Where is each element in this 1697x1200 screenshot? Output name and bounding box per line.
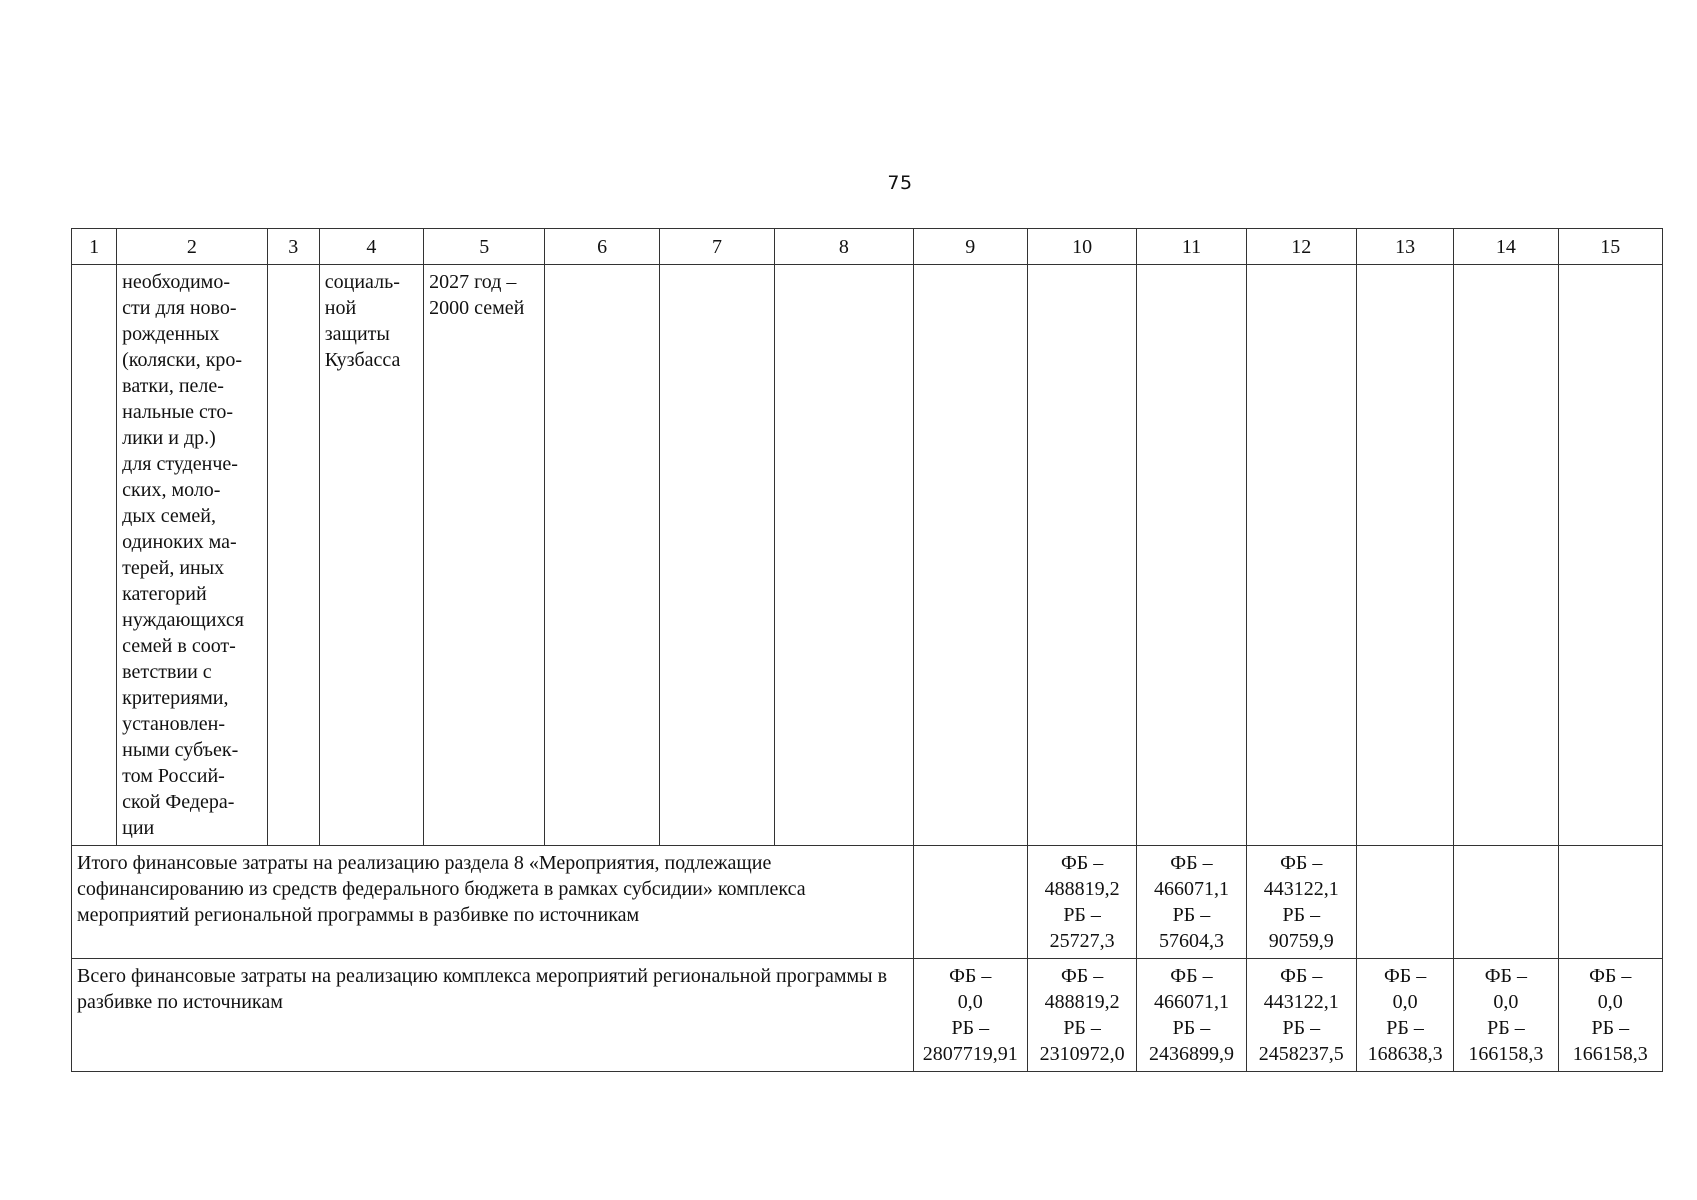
grand-total-label: Всего финансовые затраты на реализацию комплекса мероприятий региональной программы в разбивке по источникам — [72, 959, 914, 1072]
finance-cell: ФБ – 0,0 РБ – 166158,3 — [1454, 959, 1558, 1072]
table-cell — [775, 265, 913, 846]
column-header: 13 — [1356, 229, 1453, 265]
column-header: 9 — [913, 229, 1027, 265]
finance-cell: ФБ – 0,0 РБ – 168638,3 — [1356, 959, 1453, 1072]
column-header: 15 — [1558, 229, 1662, 265]
column-header: 2 — [117, 229, 267, 265]
table-cell — [1558, 265, 1662, 846]
grand-total-row — [72, 959, 1663, 1072]
column-header: 7 — [659, 229, 774, 265]
column-number-row — [72, 229, 1663, 265]
column-header: 10 — [1027, 229, 1136, 265]
program-table — [71, 228, 1663, 1072]
section-total-label: Итого финансовые затраты на реализацию раздела 8 «Мероприятия, подлежащие софинансированию из средств федерального бюджета в рамках субсидии» комплекса мероприятий региональной программы в разбивке по источникам — [72, 846, 914, 959]
page-number: 75 — [887, 172, 913, 194]
table-cell — [1027, 265, 1136, 846]
finance-cell: ФБ – 0,0 РБ – 166158,3 — [1558, 959, 1662, 1072]
column-header: 11 — [1137, 229, 1246, 265]
table-cell — [1356, 265, 1453, 846]
table-cell — [1137, 265, 1246, 846]
measure-description-cell: необходимо- сти для ново- рожденных (коляски, кро- ватки, пеле- нальные сто- лики и др.) для студенче- ских, моло- дых семей, одиноких ма- терей, иных категорий нуждающихся семей в соот- ветствии с критериями, установлен- ными субъек- том Россий- ской Федера- ции — [117, 265, 267, 846]
table-cell — [267, 265, 319, 846]
column-header: 8 — [775, 229, 913, 265]
table-cell — [1246, 265, 1356, 846]
table-cell — [659, 265, 774, 846]
finance-cell — [1454, 846, 1558, 959]
column-header: 6 — [545, 229, 659, 265]
executor-cell: социаль- ной защиты Кузбасса — [319, 265, 423, 846]
column-header: 1 — [72, 229, 117, 265]
finance-cell: ФБ – 466071,1 РБ – 2436899,9 — [1137, 959, 1246, 1072]
finance-cell: ФБ – 488819,2 РБ – 25727,3 — [1027, 846, 1136, 959]
column-header: 5 — [424, 229, 545, 265]
table-cell — [913, 265, 1027, 846]
finance-cell: ФБ – 443122,1 РБ – 2458237,5 — [1246, 959, 1356, 1072]
finance-cell: ФБ – 466071,1 РБ – 57604,3 — [1137, 846, 1246, 959]
column-header: 12 — [1246, 229, 1356, 265]
column-header: 14 — [1454, 229, 1558, 265]
table-row — [72, 265, 1663, 846]
table-cell — [72, 265, 117, 846]
finance-cell — [913, 846, 1027, 959]
column-header: 3 — [267, 229, 319, 265]
finance-cell: ФБ – 488819,2 РБ – 2310972,0 — [1027, 959, 1136, 1072]
column-header: 4 — [319, 229, 423, 265]
section-total-row — [72, 846, 1663, 959]
finance-cell: ФБ – 0,0 РБ – 2807719,91 — [913, 959, 1027, 1072]
table-cell — [1454, 265, 1558, 846]
target-indicator-cell: 2027 год – 2000 семей — [424, 265, 545, 846]
finance-cell: ФБ – 443122,1 РБ – 90759,9 — [1246, 846, 1356, 959]
finance-cell — [1558, 846, 1662, 959]
finance-cell — [1356, 846, 1453, 959]
table-cell — [545, 265, 659, 846]
